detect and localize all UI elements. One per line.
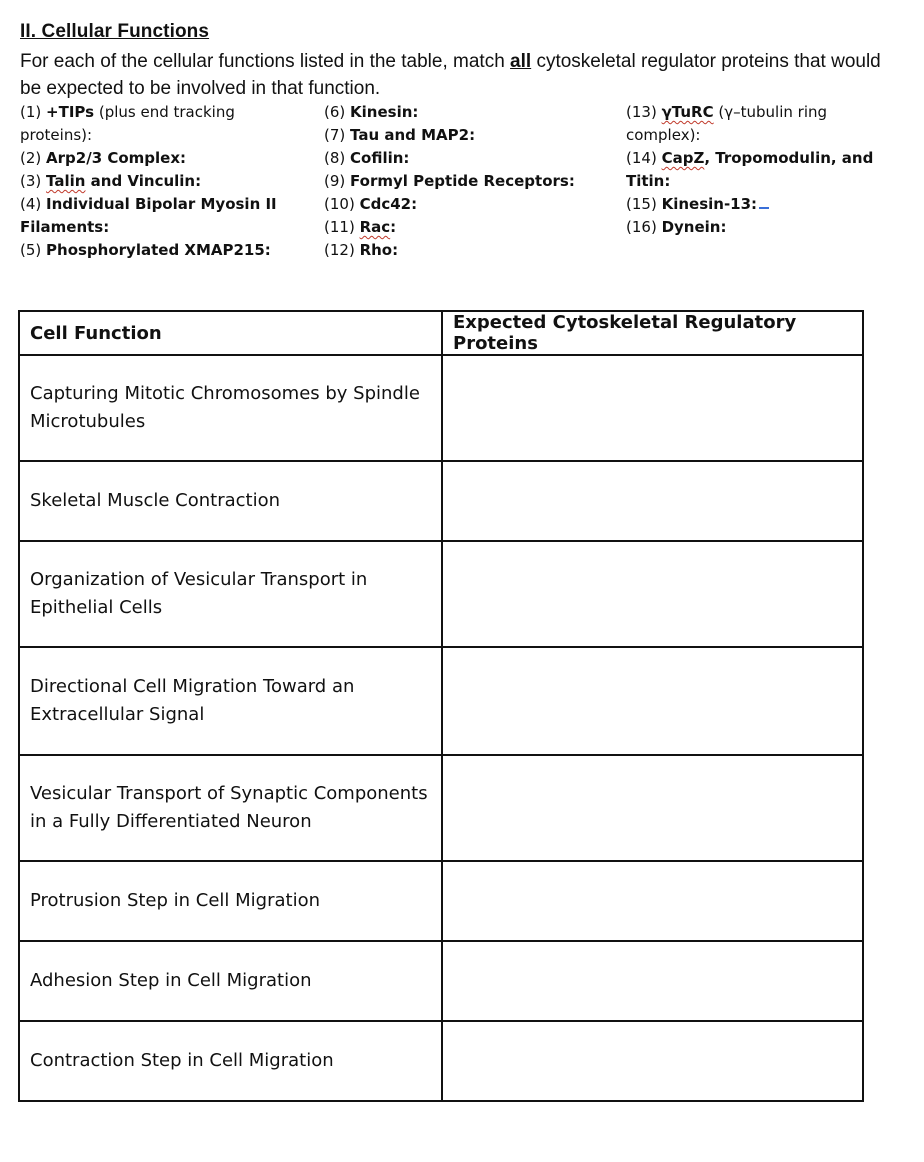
- answer-cell[interactable]: [442, 355, 863, 461]
- table-row: [19, 941, 863, 1021]
- header-cell-function: Cell Function: [19, 311, 442, 355]
- protein-item-10: (10) Cdc42:: [324, 195, 418, 213]
- function-cell: Capturing Mitotic Chromosomes by Spindle Microtubules: [19, 355, 442, 461]
- instructions-pre: For each of the cellular functions listed in the table, match: [20, 51, 511, 72]
- table-row: [19, 1021, 863, 1101]
- protein-item-14: (14) CapZ, Tropomodulin, and Titin:: [626, 149, 874, 190]
- function-cell: Organization of Vesicular Transport in Epithelial Cells: [19, 541, 442, 647]
- protein-item-13: (13) γTuRC (γ–tubulin ring complex):: [626, 103, 828, 144]
- protein-list-column-3: [626, 101, 896, 239]
- protein-item-16: (16) Dynein:: [626, 218, 727, 236]
- answer-cell[interactable]: [442, 647, 863, 755]
- table-row: [19, 541, 863, 647]
- protein-item-2: (2) Arp2/3 Complex:: [20, 149, 187, 167]
- function-matching-table: [18, 310, 864, 1102]
- table-header-row: [19, 311, 863, 355]
- table-row: [19, 647, 863, 755]
- table-row: [19, 355, 863, 461]
- instructions-emphasis: all: [510, 51, 532, 72]
- protein-item-7: (7) Tau and MAP2:: [324, 126, 476, 144]
- protein-item-6: (6) Kinesin:: [324, 103, 419, 121]
- function-cell: Adhesion Step in Cell Migration: [19, 941, 442, 1021]
- answer-cell[interactable]: [442, 861, 863, 941]
- cursor-mark: [759, 205, 769, 209]
- section-heading: II. Cellular Functions: [20, 21, 210, 42]
- protein-item-12: (12) Rho:: [324, 241, 399, 259]
- protein-item-15: (15) Kinesin-13:: [626, 193, 896, 216]
- function-cell: Directional Cell Migration Toward an Extracellular Signal: [19, 647, 442, 755]
- answer-cell[interactable]: [442, 941, 863, 1021]
- protein-item-5: (5) Phosphorylated XMAP215:: [20, 241, 271, 259]
- protein-item-11: (11) Rac:: [324, 218, 397, 236]
- function-cell: Skeletal Muscle Contraction: [19, 461, 442, 541]
- function-cell: Protrusion Step in Cell Migration: [19, 861, 442, 941]
- protein-list-column-2: [324, 101, 594, 262]
- table-row: [19, 861, 863, 941]
- header-cell-proteins: Expected Cytoskeletal Regulatory Proteins: [442, 311, 863, 355]
- table-row: [19, 755, 863, 861]
- function-cell: Contraction Step in Cell Migration: [19, 1021, 442, 1101]
- protein-item-4: (4) Individual Bipolar Myosin II Filaments:: [20, 195, 277, 236]
- answer-cell[interactable]: [442, 541, 863, 647]
- table-row: [19, 461, 863, 541]
- protein-item-1: (1) +TIPs (plus end tracking proteins):: [20, 103, 235, 144]
- instructions-post: cytoskeletal regulator proteins that would be expected to be involved in that function.: [20, 51, 881, 99]
- answer-cell[interactable]: [442, 1021, 863, 1101]
- protein-item-8: (8) Cofilin:: [324, 149, 410, 167]
- function-cell: Vesicular Transport of Synaptic Components in a Fully Differentiated Neuron: [19, 755, 442, 861]
- answer-cell[interactable]: [442, 461, 863, 541]
- protein-item-9: (9) Formyl Peptide Receptors:: [324, 172, 575, 190]
- instructions: [20, 48, 900, 102]
- protein-item-3: (3) Talin and Vinculin:: [20, 172, 202, 190]
- answer-cell[interactable]: [442, 755, 863, 861]
- protein-list-column-1: [20, 101, 310, 262]
